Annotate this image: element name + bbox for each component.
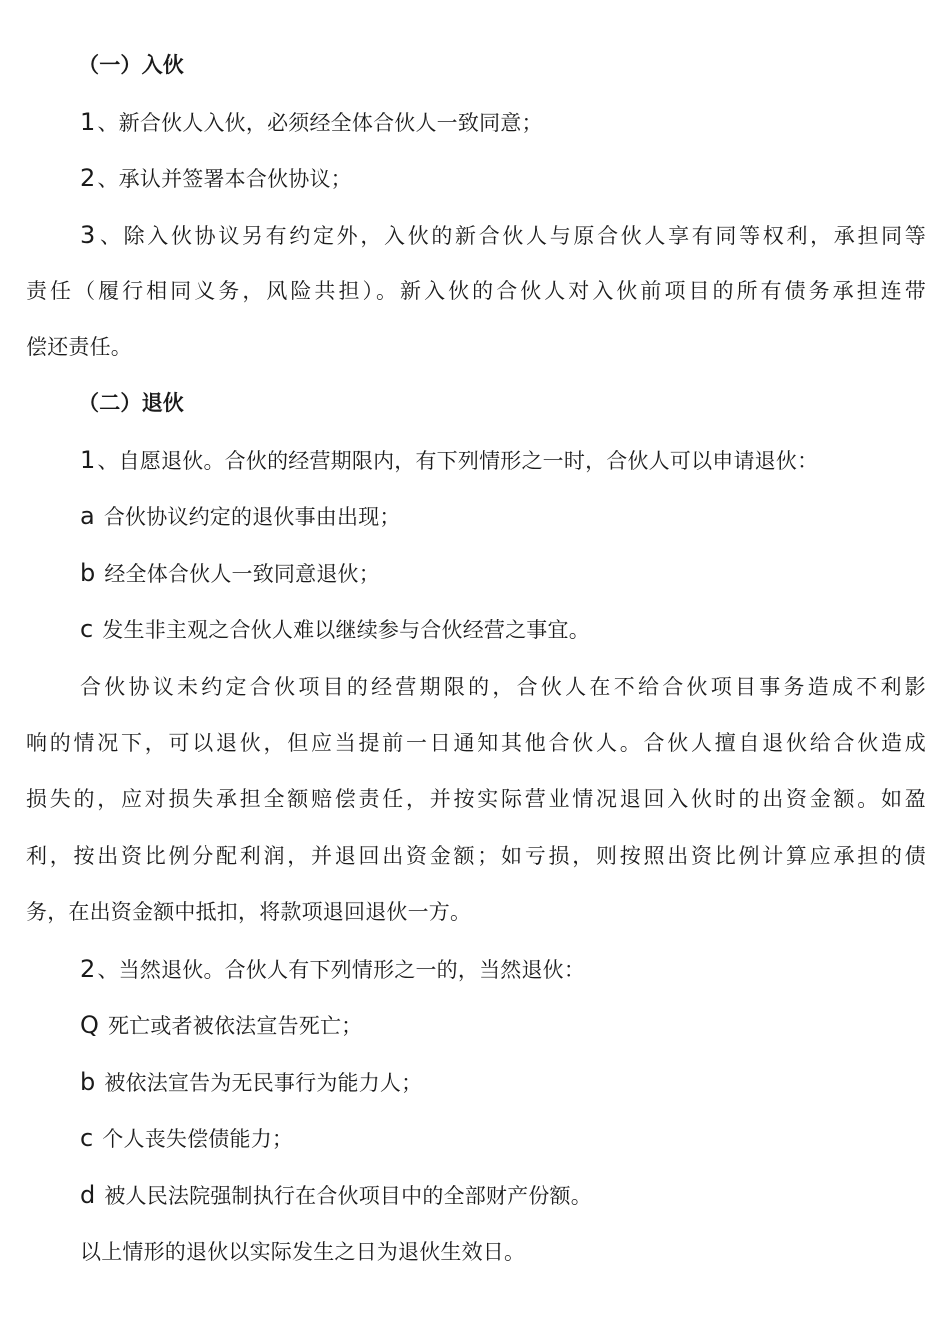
join-item-1 (80, 107, 926, 138)
natural-item-c (80, 1123, 926, 1154)
paragraph-line-5: 务，在出资金额中抵扣，将款项退回退伙一方。 (26, 900, 472, 924)
item-mark: d (80, 1181, 96, 1209)
section-heading-withdraw: （二）退伙 (78, 391, 184, 415)
item-mark: a (80, 502, 95, 530)
item-text: 、除入伙协议另有约定外，入伙的新合伙人与原合伙人享有同等权利，承担同等 (97, 224, 926, 248)
item-text: 、当然退伙。合伙人有下列情形之一的，当然退伙： (97, 958, 586, 982)
item-text: 合伙协议约定的退伙事由出现； (103, 505, 401, 529)
item-text: 死亡或者被依法宣告死亡； (107, 1014, 363, 1038)
item-mark: b (80, 559, 96, 587)
join-item-3-continued: 责任（履行相同义务，风险共担）。新入伙的合伙人对入伙前项目的所有债务承担连带 (26, 279, 926, 303)
item-text: 被依法宣告为无民事行为能力人； (104, 1071, 423, 1095)
paragraph-line-4: 利，按出资比例分配利润，并退回出资金额；如亏损，则按照出资比例计算应承担的债 (26, 844, 926, 868)
item-number: 2 (80, 955, 96, 983)
voluntary-withdrawal (80, 445, 926, 476)
natural-item-q (80, 1010, 926, 1041)
item-number: 1 (80, 108, 96, 136)
item-text: 经全体合伙人一致同意退伙； (104, 562, 380, 586)
item-number: 1 (80, 446, 96, 474)
item-text: 、自愿退伙。合伙的经营期限内，有下列情形之一时，合伙人可以申请退伙： (97, 449, 819, 473)
paragraph-line-2: 响的情况下，可以退伙，但应当提前一日通知其他合伙人。合伙人擅自退伙给合伙造成 (26, 731, 926, 755)
paragraph-line-1: 合伙协议未约定合伙项目的经营期限的，合伙人在不给合伙项目事务造成不利影 (80, 675, 926, 699)
item-mark: b (80, 1068, 96, 1096)
voluntary-item-b (80, 558, 926, 589)
item-number: 2 (80, 164, 96, 192)
join-item-2 (80, 163, 926, 194)
item-mark: Q (80, 1011, 100, 1039)
closing-statement: 以上情形的退伙以实际发生之日为退伙生效日。 (80, 1240, 526, 1264)
item-text: 发生非主观之合伙人难以继续参与合伙经营之事宜。 (102, 618, 590, 642)
section-heading-join: （一）入伙 (78, 53, 184, 77)
natural-withdrawal (80, 954, 926, 985)
item-text: 、新合伙人入伙，必须经全体合伙人一致同意； (97, 111, 543, 135)
voluntary-item-c (80, 614, 926, 645)
item-text: 个人丧失偿债能力； (102, 1127, 294, 1151)
item-number: 3 (80, 221, 96, 249)
natural-item-d (80, 1180, 926, 1211)
join-item-3 (80, 220, 926, 251)
item-text: 、承认并签署本合伙协议； (97, 167, 352, 191)
voluntary-item-a (80, 501, 926, 532)
item-text: 被人民法院强制执行在合伙项目中的全部财产份额。 (104, 1184, 592, 1208)
item-mark: c (80, 615, 94, 643)
item-mark: c (80, 1124, 94, 1152)
paragraph-line-3: 损失的，应对损失承担全额赔偿责任，并按实际营业情况退回入伙时的出资金额。如盈 (26, 787, 926, 811)
natural-item-b (80, 1067, 926, 1098)
join-item-3-end: 偿还责任。 (26, 335, 132, 359)
